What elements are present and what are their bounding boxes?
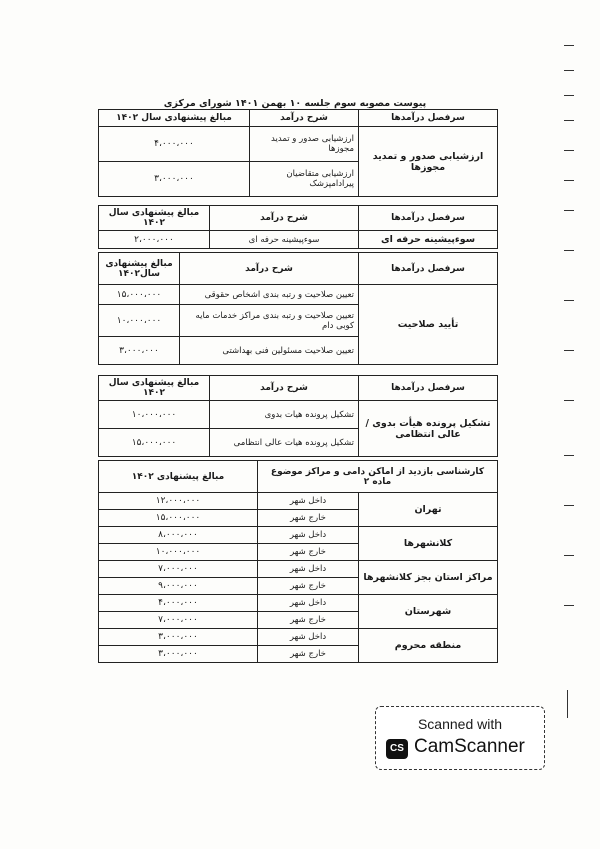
description-cell: خارج شهر: [258, 646, 359, 663]
amount-cell: ۷،۰۰۰،۰۰۰: [99, 561, 258, 578]
header-inspection-title: کارشناسی بازدید از اماکن دامی و مراکز موضوع ماده ۲: [258, 461, 498, 493]
header-category: سرفصل درآمدها: [359, 110, 498, 127]
description-cell: خارج شهر: [258, 510, 359, 527]
camscanner-watermark: [375, 706, 545, 770]
header-amount: مبالغ پیشنهادی سال ۱۴۰۲: [99, 376, 210, 401]
header-description: شرح درآمد: [180, 253, 359, 285]
category-cell: مراکز استان بجز کلانشهرها: [359, 561, 498, 595]
amount-cell: ۹،۰۰۰،۰۰۰: [99, 578, 258, 595]
scan-mark: [564, 555, 574, 556]
header-amount: مبالغ پیشنهادی سال ۱۴۰۲: [99, 110, 250, 127]
table-license-evaluation: [98, 109, 498, 197]
category-cell: تأیید صلاحیت: [359, 285, 498, 365]
header-amount: مبالغ پیشنهادی سال ۱۴۰۲: [99, 206, 210, 231]
amount-cell: ۱۰،۰۰۰،۰۰۰: [99, 305, 180, 337]
scan-mark: [564, 150, 574, 151]
header-amount: مبالغ پیشنهادی ۱۴۰۲: [99, 461, 258, 493]
amount-cell: ۱۰،۰۰۰،۰۰۰: [99, 544, 258, 561]
scan-mark: [564, 300, 574, 301]
description-cell: تشکیل پرونده هیات عالی انتظامی: [210, 429, 359, 457]
category-cell: سوءپیشینه حرفه ای: [359, 231, 498, 249]
header-category: سرفصل درآمدها: [359, 253, 498, 285]
category-cell: منطقه محروم: [359, 629, 498, 663]
description-cell: خارج شهر: [258, 612, 359, 629]
description-cell: تعیین صلاحیت و رتبه بندی مراکز خدمات مایه کوبی دام: [180, 305, 359, 337]
category-cell: ارزشیابی صدور و تمدید مجوزها: [359, 127, 498, 197]
amount-cell: ۱۵،۰۰۰،۰۰۰: [99, 429, 210, 457]
header-category: سرفصل درآمدها: [359, 376, 498, 401]
description-cell: تعیین صلاحیت و رتبه بندی اشخاص حقوقی: [180, 285, 359, 305]
amount-cell: ۱۰،۰۰۰،۰۰۰: [99, 401, 210, 429]
scan-mark: [564, 95, 574, 96]
description-cell: سوءپیشینه حرفه ای: [210, 231, 359, 249]
amount-cell: ۷،۰۰۰،۰۰۰: [99, 612, 258, 629]
scan-mark: [564, 70, 574, 71]
description-cell: ارزشیابی متقاضیان پیرادامپزشک: [250, 162, 359, 197]
description-cell: داخل شهر: [258, 561, 359, 578]
amount-cell: ۱۲،۰۰۰،۰۰۰: [99, 493, 258, 510]
scan-mark: [564, 250, 574, 251]
table-qualification: [98, 252, 498, 365]
scan-mark: [564, 45, 574, 46]
description-cell: داخل شهر: [258, 629, 359, 646]
scan-mark: [564, 455, 574, 456]
scan-mark: [564, 505, 574, 506]
scan-mark: [567, 690, 568, 718]
watermark-brand: CamScanner: [414, 736, 525, 757]
header-description: شرح درآمد: [250, 110, 359, 127]
amount-cell: ۴،۰۰۰،۰۰۰: [99, 127, 250, 162]
description-cell: داخل شهر: [258, 527, 359, 544]
description-cell: تشکیل پرونده هیات بدوی: [210, 401, 359, 429]
category-cell: کلانشهرها: [359, 527, 498, 561]
amount-cell: ۴،۰۰۰،۰۰۰: [99, 595, 258, 612]
header-description: شرح درآمد: [210, 376, 359, 401]
description-cell: خارج شهر: [258, 544, 359, 561]
camscanner-logo-icon: CS: [386, 739, 408, 759]
description-cell: داخل شهر: [258, 493, 359, 510]
scan-mark: [564, 210, 574, 211]
amount-cell: ۲،۰۰۰،۰۰۰: [99, 231, 210, 249]
description-cell: تعیین صلاحیت مسئولین فنی بهداشتی: [180, 337, 359, 365]
watermark-caption: Scanned with: [417, 716, 503, 732]
scan-mark: [564, 180, 574, 181]
description-cell: خارج شهر: [258, 578, 359, 595]
header-category: سرفصل درآمدها: [359, 206, 498, 231]
amount-cell: ۱۵،۰۰۰،۰۰۰: [99, 510, 258, 527]
description-cell: داخل شهر: [258, 595, 359, 612]
scan-mark: [564, 400, 574, 401]
amount-cell: ۳،۰۰۰،۰۰۰: [99, 337, 180, 365]
scan-mark: [564, 605, 574, 606]
header-description: شرح درآمد: [210, 206, 359, 231]
amount-cell: ۳،۰۰۰،۰۰۰: [99, 162, 250, 197]
table-site-inspection: [98, 460, 498, 663]
scan-mark: [564, 350, 574, 351]
category-cell: تشکیل پرونده هیأت بدوی / عالی انتظامی: [359, 401, 498, 457]
description-cell: ارزشیابی صدور و تمدید مجوزها: [250, 127, 359, 162]
table-professional-record: [98, 205, 498, 249]
scan-mark: [564, 120, 574, 121]
page-title: پیوست مصوبه سوم جلسه ۱۰ بهمن ۱۴۰۱ شورای مرکزی: [163, 98, 427, 109]
amount-cell: ۳،۰۰۰،۰۰۰: [99, 646, 258, 663]
category-cell: تهران: [359, 493, 498, 527]
amount-cell: ۸،۰۰۰،۰۰۰: [99, 527, 258, 544]
table-disciplinary-board: [98, 375, 498, 457]
amount-cell: ۳،۰۰۰،۰۰۰: [99, 629, 258, 646]
category-cell: شهرستان: [359, 595, 498, 629]
header-amount: مبالغ پیشنهادی سال۱۴۰۲: [99, 253, 180, 285]
amount-cell: ۱۵،۰۰۰،۰۰۰: [99, 285, 180, 305]
